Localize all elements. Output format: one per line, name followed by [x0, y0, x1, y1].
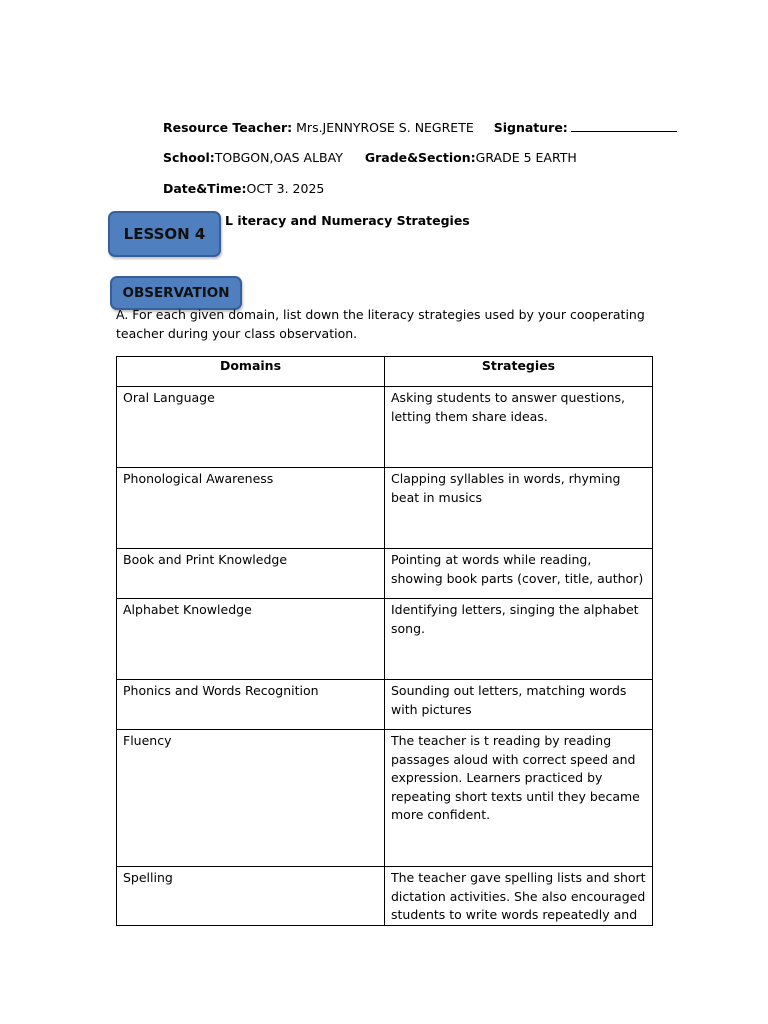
domain-cell: Book and Print Knowledge	[117, 549, 385, 599]
domain-cell: Spelling	[117, 867, 385, 926]
table-header-row	[117, 357, 653, 387]
table-row	[117, 387, 653, 468]
table-row	[117, 549, 653, 599]
strategy-cell[interactable]: Clapping syllables in words, rhyming beat in musics	[385, 468, 653, 549]
strategy-cell[interactable]: Pointing at words while reading, showing book parts (cover, title, author)	[385, 549, 653, 599]
date-time-value: OCT 3. 2025	[246, 181, 325, 196]
resource-teacher-label: Resource Teacher:	[163, 120, 293, 135]
strategy-cell[interactable]: The teacher gave spelling lists and short dictation activities. She also encouraged students to write words repeatedly and	[385, 867, 653, 926]
domain-cell: Phonics and Words Recognition	[117, 680, 385, 730]
strategy-cell[interactable]: The teacher is t reading by reading passages aloud with correct speed and expression. Learners practiced by repeating short texts until they became more confident.	[385, 730, 653, 867]
school-value: TOBGON,OAS ALBAY	[214, 150, 343, 165]
school-line	[163, 150, 577, 165]
date-time-label: Date&Time:	[163, 181, 247, 196]
domain-cell: Oral Language	[117, 387, 385, 468]
lesson-badge: LESSON 4	[108, 211, 221, 257]
school-label: School:	[163, 150, 215, 165]
resource-teacher-line	[163, 119, 677, 135]
strategy-cell[interactable]: Asking students to answer questions, letting them share ideas.	[385, 387, 653, 468]
table-row	[117, 599, 653, 680]
table-row	[117, 730, 653, 867]
observation-instructions: A. For each given domain, list down the literacy strategies used by your cooperating teacher during your class observation.	[116, 307, 645, 341]
resource-teacher-value: Mrs.JENNYROSE S. NEGRETE	[292, 120, 474, 135]
strategies-column-header: Strategies	[385, 357, 653, 387]
grade-section-label: Grade&Section:	[364, 150, 476, 165]
domains-column-header: Domains	[117, 357, 385, 387]
table-row	[117, 680, 653, 730]
signature-line[interactable]	[571, 119, 677, 132]
table-row	[117, 867, 653, 926]
domain-cell: Alphabet Knowledge	[117, 599, 385, 680]
table-row	[117, 468, 653, 549]
strategy-cell[interactable]: Sounding out letters, matching words with pictures	[385, 680, 653, 730]
observation-badge: OBSERVATION	[110, 276, 242, 310]
domains-strategies-table	[116, 356, 653, 926]
domain-cell: Phonological Awareness	[117, 468, 385, 549]
lesson-title: L iteracy and Numeracy Strategies	[225, 213, 470, 228]
date-time-line	[163, 181, 324, 196]
grade-section-value: GRADE 5 EARTH	[475, 150, 577, 165]
domain-cell: Fluency	[117, 730, 385, 867]
signature-label: Signature:	[493, 120, 568, 135]
strategy-cell[interactable]: Identifying letters, singing the alphabet song.	[385, 599, 653, 680]
